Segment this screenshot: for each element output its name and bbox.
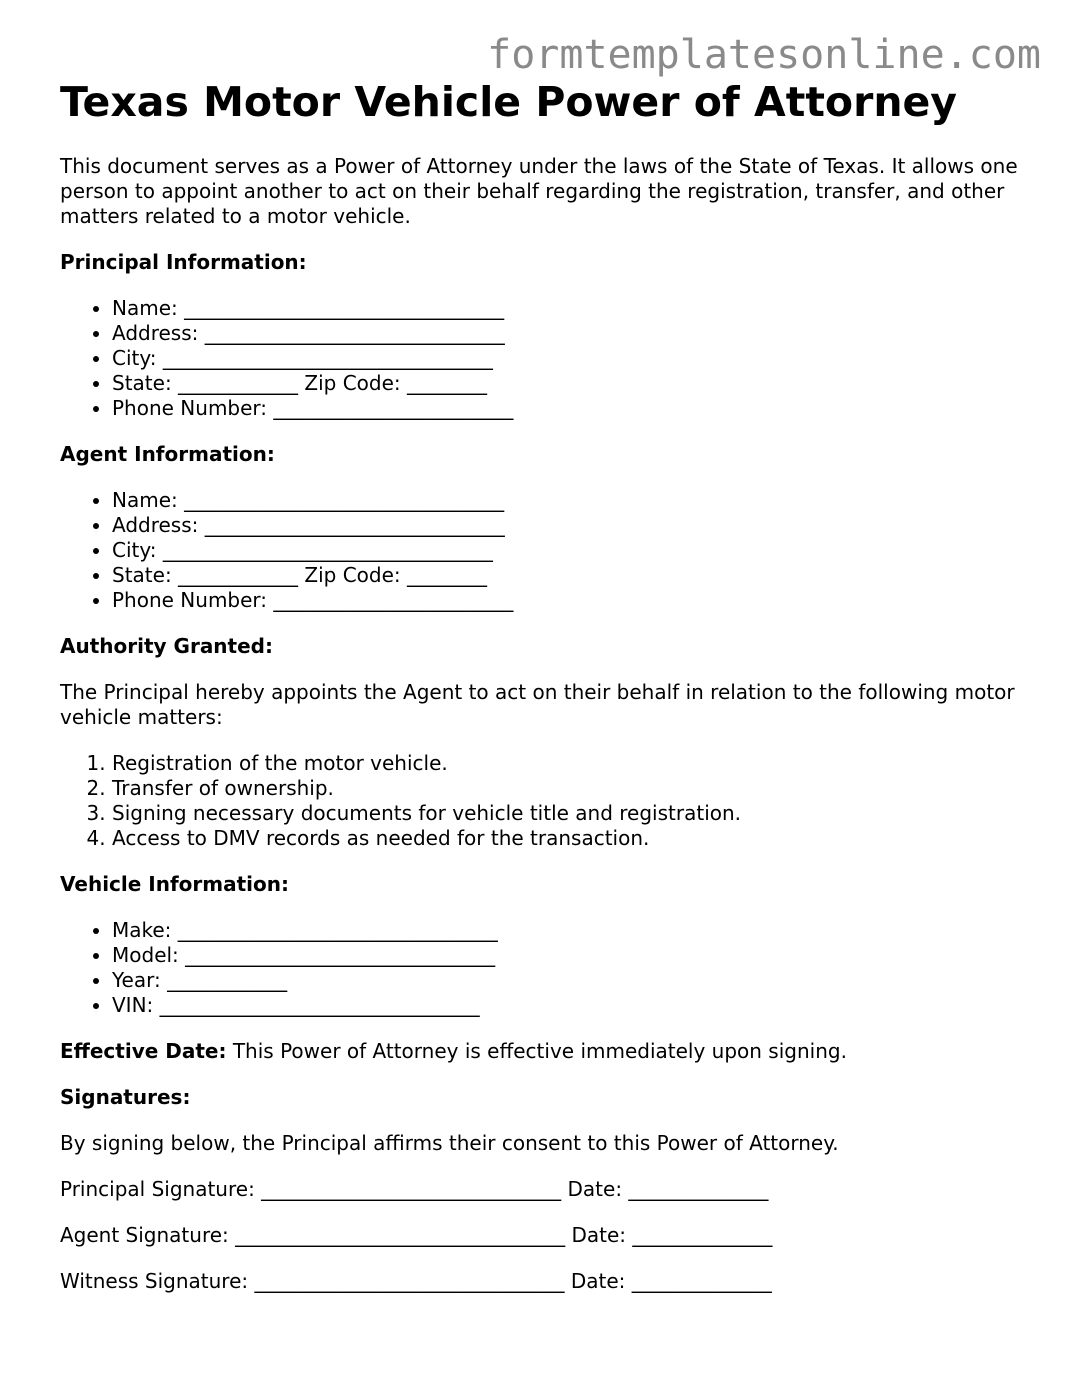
principal-phone-field: • Phone Number: ________________________ [112, 396, 1020, 421]
authority-item: 2. Transfer of ownership. [112, 776, 1020, 801]
watermark: formtemplatesonline.com [487, 32, 1041, 78]
agent-signature-line: Agent Signature: _________________________________ Date: ______________ [60, 1223, 773, 1247]
principal-field-list [60, 296, 1020, 421]
agent-heading: Agent Information: [60, 442, 275, 466]
document-body [60, 76, 1020, 1315]
agent-state-zip-field: • State: ____________ Zip Code: ________ [112, 563, 1020, 588]
effective-date-label: Effective Date: [60, 1039, 227, 1063]
authority-item: 1. Registration of the motor vehicle. [112, 751, 1020, 776]
page-title: Texas Motor Vehicle Power of Attorney [60, 78, 958, 126]
principal-state-zip-field: • State: ____________ Zip Code: ________ [112, 371, 1020, 396]
vehicle-heading: Vehicle Information: [60, 872, 289, 896]
vehicle-year-field: • Year: ____________ [112, 968, 1020, 993]
principal-signature-line: Principal Signature: ______________________________ Date: ______________ [60, 1177, 769, 1201]
principal-heading: Principal Information: [60, 250, 307, 274]
authority-item: 3. Signing necessary documents for vehicle title and registration. [112, 801, 1020, 826]
intro-paragraph: This document serves as a Power of Attorney under the laws of the State of Texas. It allows one person to appoint another to act on their behalf regarding the registration, transfer, and other matters related to a motor vehicle. [60, 154, 1018, 228]
authority-heading: Authority Granted: [60, 634, 273, 658]
effective-date-text: This Power of Attorney is effective immediately upon signing. [226, 1039, 847, 1063]
vehicle-model-field: • Model: _______________________________ [112, 943, 1020, 968]
authority-item: 4. Access to DMV records as needed for the transaction. [112, 826, 1020, 851]
agent-address-field: • Address: ______________________________ [112, 513, 1020, 538]
signatures-heading: Signatures: [60, 1085, 191, 1109]
vehicle-field-list [60, 918, 1020, 1018]
agent-phone-field: • Phone Number: ________________________ [112, 588, 1020, 613]
effective-date-paragraph [60, 1039, 1020, 1064]
vehicle-vin-field: • VIN: ________________________________ [112, 993, 1020, 1018]
principal-name-field: • Name: ________________________________ [112, 296, 1020, 321]
agent-name-field: • Name: ________________________________ [112, 488, 1020, 513]
authority-paragraph: The Principal hereby appoints the Agent to act on their behalf in relation to the following motor vehicle matters: [60, 680, 1015, 729]
agent-field-list [60, 488, 1020, 613]
vehicle-make-field: • Make: ________________________________ [112, 918, 1020, 943]
principal-city-field: • City: _________________________________ [112, 346, 1020, 371]
signatures-paragraph: By signing below, the Principal affirms their consent to this Power of Attorney. [60, 1131, 839, 1155]
witness-signature-line: Witness Signature: _______________________________ Date: ______________ [60, 1269, 772, 1293]
authority-list [60, 751, 1020, 851]
agent-city-field: • City: _________________________________ [112, 538, 1020, 563]
principal-address-field: • Address: ______________________________ [112, 321, 1020, 346]
